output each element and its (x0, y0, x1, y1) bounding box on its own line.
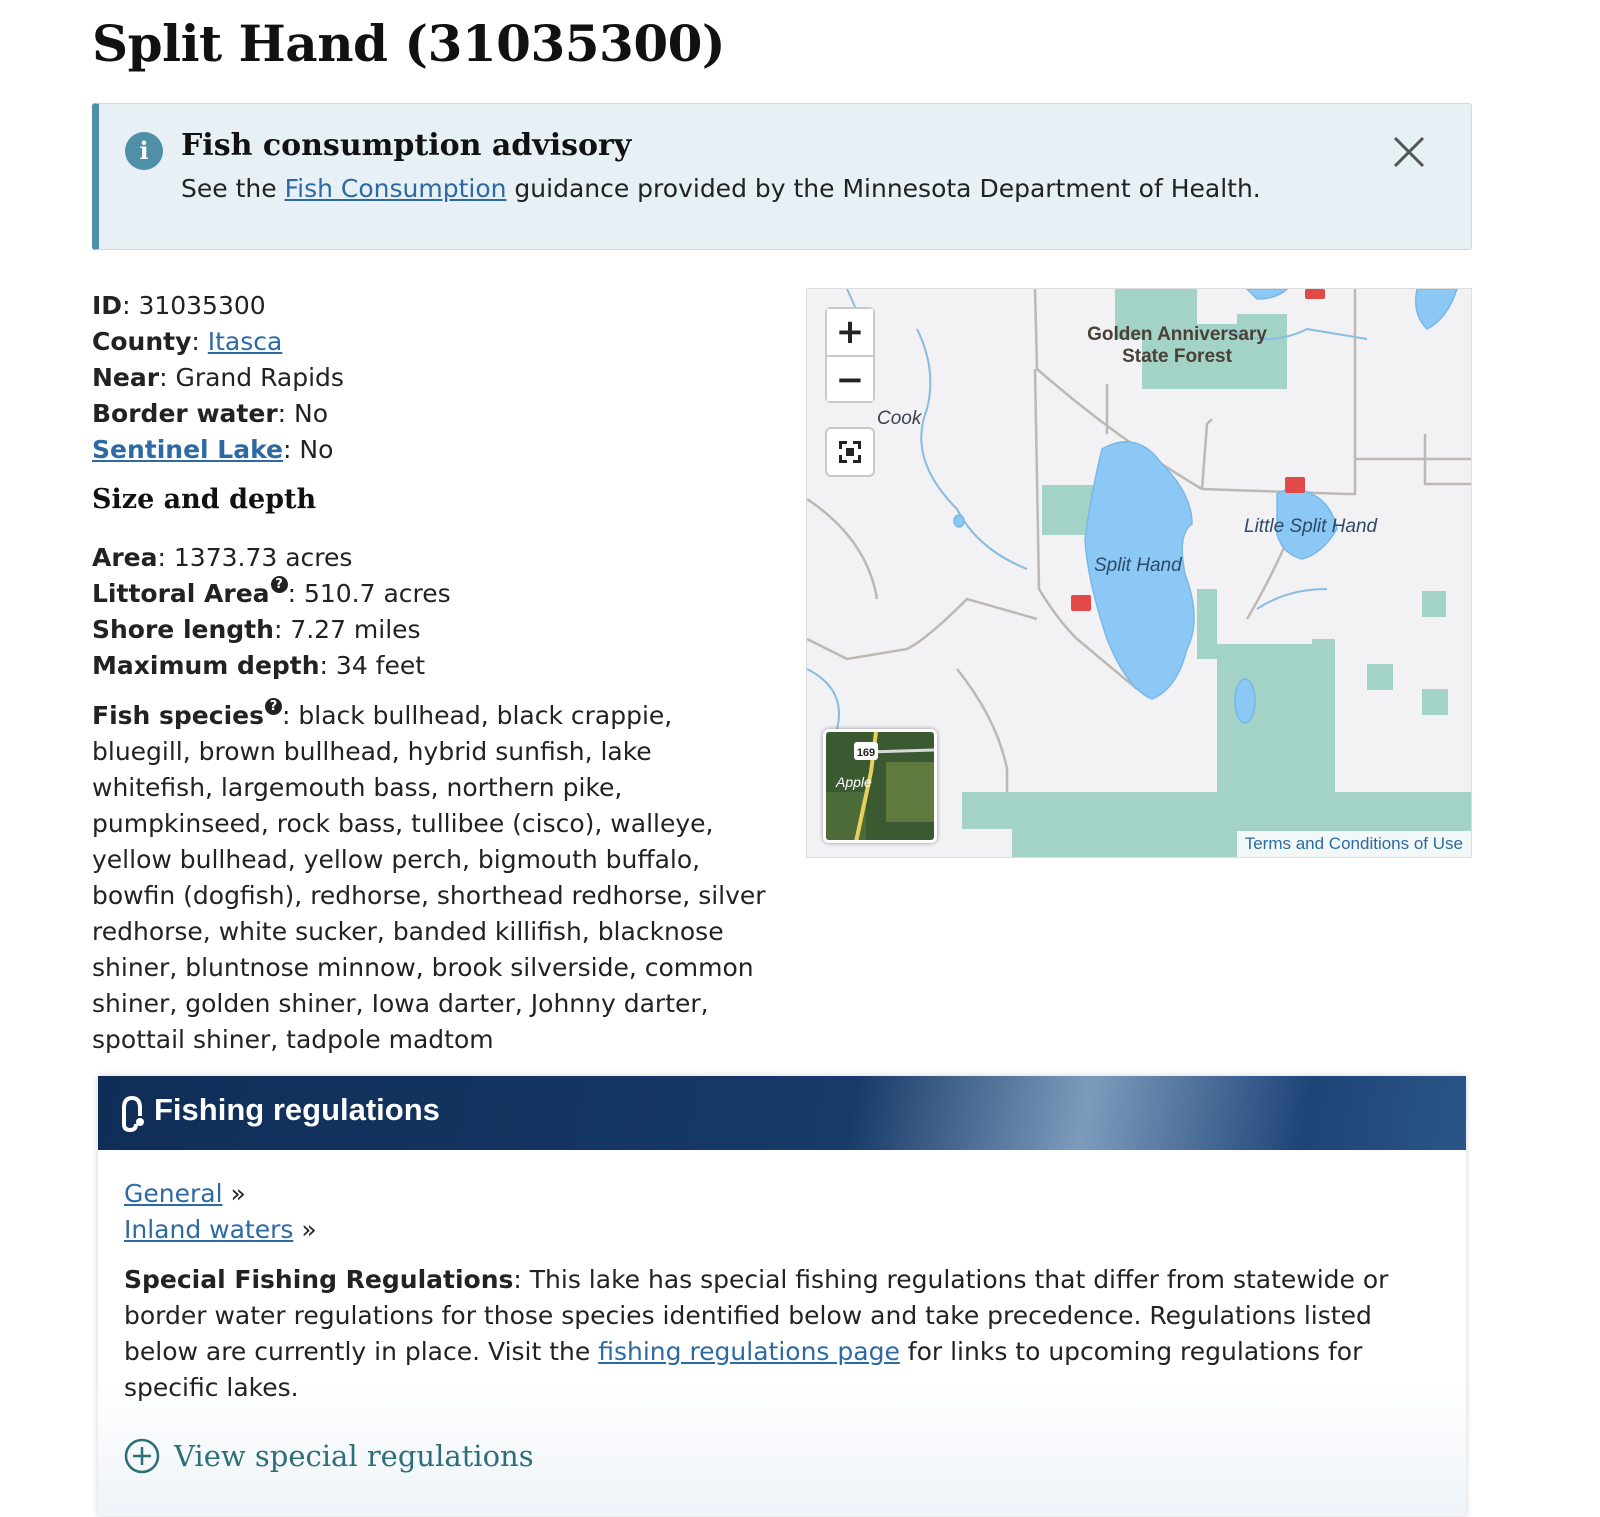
lake-map[interactable] (806, 288, 1472, 858)
fish-consumption-link[interactable]: Fish Consumption (284, 174, 507, 203)
fullscreen-button[interactable] (825, 427, 875, 477)
special-regulations-label: Special Fishing Regulations (124, 1265, 514, 1294)
help-icon[interactable]: ? (265, 698, 282, 715)
special-regulations-after: for links to upcoming regulations for specific lakes. (124, 1337, 1363, 1402)
shore-length-label: Shore length (92, 615, 274, 644)
map-label-forest: Golden Anniversary (1087, 324, 1267, 345)
special-regulations-text (124, 1262, 1440, 1406)
advisory-text-before: See the (181, 174, 285, 203)
littoral-area-row: Littoral Area ? : 510.7 acres (92, 577, 451, 608)
near-value: Grand Rapids (175, 363, 344, 392)
zoom-control (825, 307, 875, 403)
advisory-text (181, 174, 1261, 203)
plus-circle-icon (124, 1438, 160, 1474)
max-depth-label: Maximum depth (92, 651, 320, 680)
fishing-regulations-panel (98, 1076, 1466, 1516)
sentinel-lake-row: Sentinel Lake: No (92, 435, 334, 464)
littoral-area-label: Littoral Area (92, 579, 270, 608)
map-label-split-hand: Split Hand (1094, 555, 1182, 576)
county-label: County (92, 327, 192, 356)
close-icon (1391, 134, 1427, 170)
satellite-layer-toggle[interactable] (823, 729, 937, 843)
county-row: County: Itasca (92, 327, 283, 356)
shore-length-row: Shore length: 7.27 miles (92, 615, 421, 644)
map-label-cook: Cook (877, 408, 922, 429)
area-row: Area: 1373.73 acres (92, 543, 353, 572)
map-label-little-split-hand: Little Split Hand (1244, 516, 1378, 537)
highway-shield: 169 (856, 747, 876, 759)
fish-species-label: Fish species (92, 701, 264, 730)
advisory-text-after: guidance provided by the Minnesota Department of Health. (506, 174, 1261, 203)
close-advisory-button[interactable] (1391, 134, 1427, 170)
sentinel-lake-value: No (299, 435, 334, 464)
satellite-thumbnail (826, 732, 936, 842)
fishing-regulations-page-link[interactable]: fishing regulations page (598, 1337, 900, 1366)
regulation-link-general-row (124, 1176, 1440, 1212)
special-regulations-body: : This lake has special fishing regulations that differ from statewide or border water regulations for those species identified below and take precedence. Regulations listed below are currently in place. Visit the (124, 1265, 1389, 1366)
max-depth-row: Maximum depth: 34 feet (92, 651, 426, 680)
crumb-separator: » (222, 1179, 246, 1208)
border-water-row: Border water: No (92, 399, 329, 428)
id-value: 31035300 (138, 291, 266, 320)
id-row: ID: 31035300 (92, 291, 266, 320)
advisory-title: Fish consumption advisory (181, 128, 632, 163)
zoom-in-button[interactable]: + (827, 309, 873, 355)
shore-length-value: 7.27 miles (290, 615, 421, 644)
page-title: Split Hand (31035300) (92, 14, 726, 73)
info-icon: i (125, 132, 163, 170)
regulation-link-inland-row (124, 1212, 1440, 1248)
map-label-forest-2: State Forest (1122, 346, 1232, 367)
crumb-separator: » (293, 1215, 317, 1244)
fish-species-list: black bullhead, black crappie, bluegill, brown bullhead, hybrid sunfish, lake whitefish, largemouth bass, northern pike, pumpkinseed, rock bass, tullibee (cisco), walleye, yellow bullhead, yellow perch, bigmouth buffalo, bowfin (dogfish), redhorse, shorthead redhorse, silver redhorse, white sucker, banded killifish, blacknose shiner, bluntnose minnow, brook silverside, common shiner, golden shiner, Iowa darter, Johnny darter, spottail shiner, tadpole madtom (92, 701, 766, 1054)
area-label: Area (92, 543, 158, 572)
regulation-link-inland-waters[interactable]: Inland waters (124, 1215, 294, 1244)
near-row: Near: Grand Rapids (92, 363, 344, 392)
fish-hook-icon (116, 1094, 148, 1134)
fishing-regulations-title: Fishing regulations (154, 1092, 440, 1127)
near-label: Near (92, 363, 160, 392)
fishing-regulations-body (98, 1150, 1466, 1474)
view-special-regulations-button[interactable] (124, 1438, 1440, 1474)
littoral-area-value: 510.7 acres (303, 579, 451, 608)
id-label: ID (92, 291, 123, 320)
county-link[interactable]: Itasca (207, 327, 283, 356)
size-depth-heading: Size and depth (92, 484, 317, 515)
help-icon[interactable]: ? (271, 576, 288, 593)
map-terms-link[interactable]: Terms and Conditions of Use (1237, 831, 1471, 857)
fish-species: Fish species ? : black bullhead, black crappie, bluegill, brown bullhead, hybrid sunfish, lake whitefish, largemouth bass, northern pike, pumpkinseed, rock bass, tullibee (cisco), walleye, yellow bullhead, yellow perch, bigmouth buffalo, bowfin (dogfish), redhorse, shorthead redhorse, silver redhorse, white sucker, banded killifish, blacknose shiner, bluntnose minnow, brook silverside, common shiner, golden shiner, Iowa darter, Johnny darter, spottail shiner, tadpole madtom (92, 699, 766, 1054)
fullscreen-icon (827, 429, 873, 475)
zoom-out-button[interactable]: − (827, 355, 873, 401)
view-special-regulations-label: View special regulations (174, 1439, 534, 1473)
max-depth-value: 34 feet (335, 651, 426, 680)
border-water-label: Border water (92, 399, 278, 428)
lake-details (92, 288, 772, 1058)
area-value: 1373.73 acres (173, 543, 353, 572)
sentinel-lake-link[interactable]: Sentinel Lake (92, 435, 284, 464)
fish-consumption-advisory (92, 103, 1472, 250)
fishing-regulations-header (98, 1076, 1466, 1150)
border-water-value: No (294, 399, 329, 428)
regulation-link-general[interactable]: General (124, 1179, 223, 1208)
thumb-label-apple: Apple (836, 774, 872, 790)
